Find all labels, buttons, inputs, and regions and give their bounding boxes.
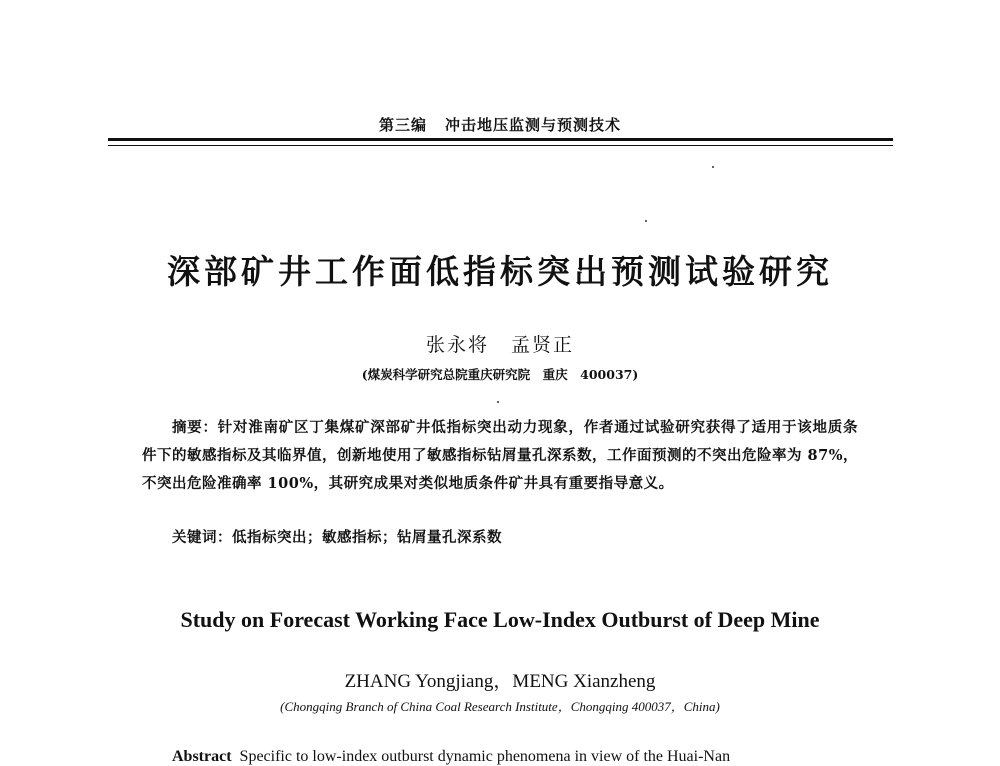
scan-speck <box>712 166 714 168</box>
keywords-cn-text: ：低指标突出；敏感指标；钻屑量孔深系数 <box>217 529 502 546</box>
keywords-cn-label: 关键词 <box>172 530 217 546</box>
abstract-cn-text: ：针对淮南矿区丁集煤矿深部矿井低指标突出动力现象，作者通过试验研究获得了适用于该地质条件下的敏感指标及其临界值，创新地使用了敏感指标钻屑量孔深系数，工作面预测的不突出危险率为 87%，不突出危险准确率 100%，其研究成果对类似地质条件矿井具有重要指导意义。 <box>142 419 858 492</box>
header-rule-thick <box>108 138 893 141</box>
author-cn-first: 张永将 <box>425 334 489 356</box>
abstract-en <box>172 748 872 766</box>
authors-en: ZHANG Yongjiang，MENG Xianzheng <box>344 671 656 692</box>
abstract-cn-label: 摘要 <box>172 420 203 436</box>
running-header-section: 冲击地压监测与预测技术 <box>445 116 622 134</box>
abstract-cn <box>142 414 858 498</box>
header-rule-thin <box>108 145 893 146</box>
scan-speck <box>645 220 647 222</box>
title-cn: 深部矿井工作面低指标突出预测试验研究 <box>167 252 833 291</box>
running-header-part: 第三编 <box>378 116 427 134</box>
affiliation-en: (Chongqing Branch of China Coal Research Institute，Chongqing 400037，China) <box>280 699 720 714</box>
scan-speck <box>497 401 499 403</box>
keywords-cn <box>172 526 862 547</box>
author-cn-second: 孟贤正 <box>511 334 575 356</box>
abstract-en-text: Specific to low-index outburst dynamic phenomena in view of the Huai-Nan <box>239 748 731 765</box>
running-header <box>0 114 1000 135</box>
authors-cn <box>0 330 1000 357</box>
abstract-en-label: Abstract <box>172 748 232 765</box>
affiliation-cn: (煤炭科学研究总院重庆研究院 重庆 400037) <box>361 367 639 382</box>
title-en: Study on Forecast Working Face Low-Index Outburst of Deep Mine <box>180 607 820 632</box>
